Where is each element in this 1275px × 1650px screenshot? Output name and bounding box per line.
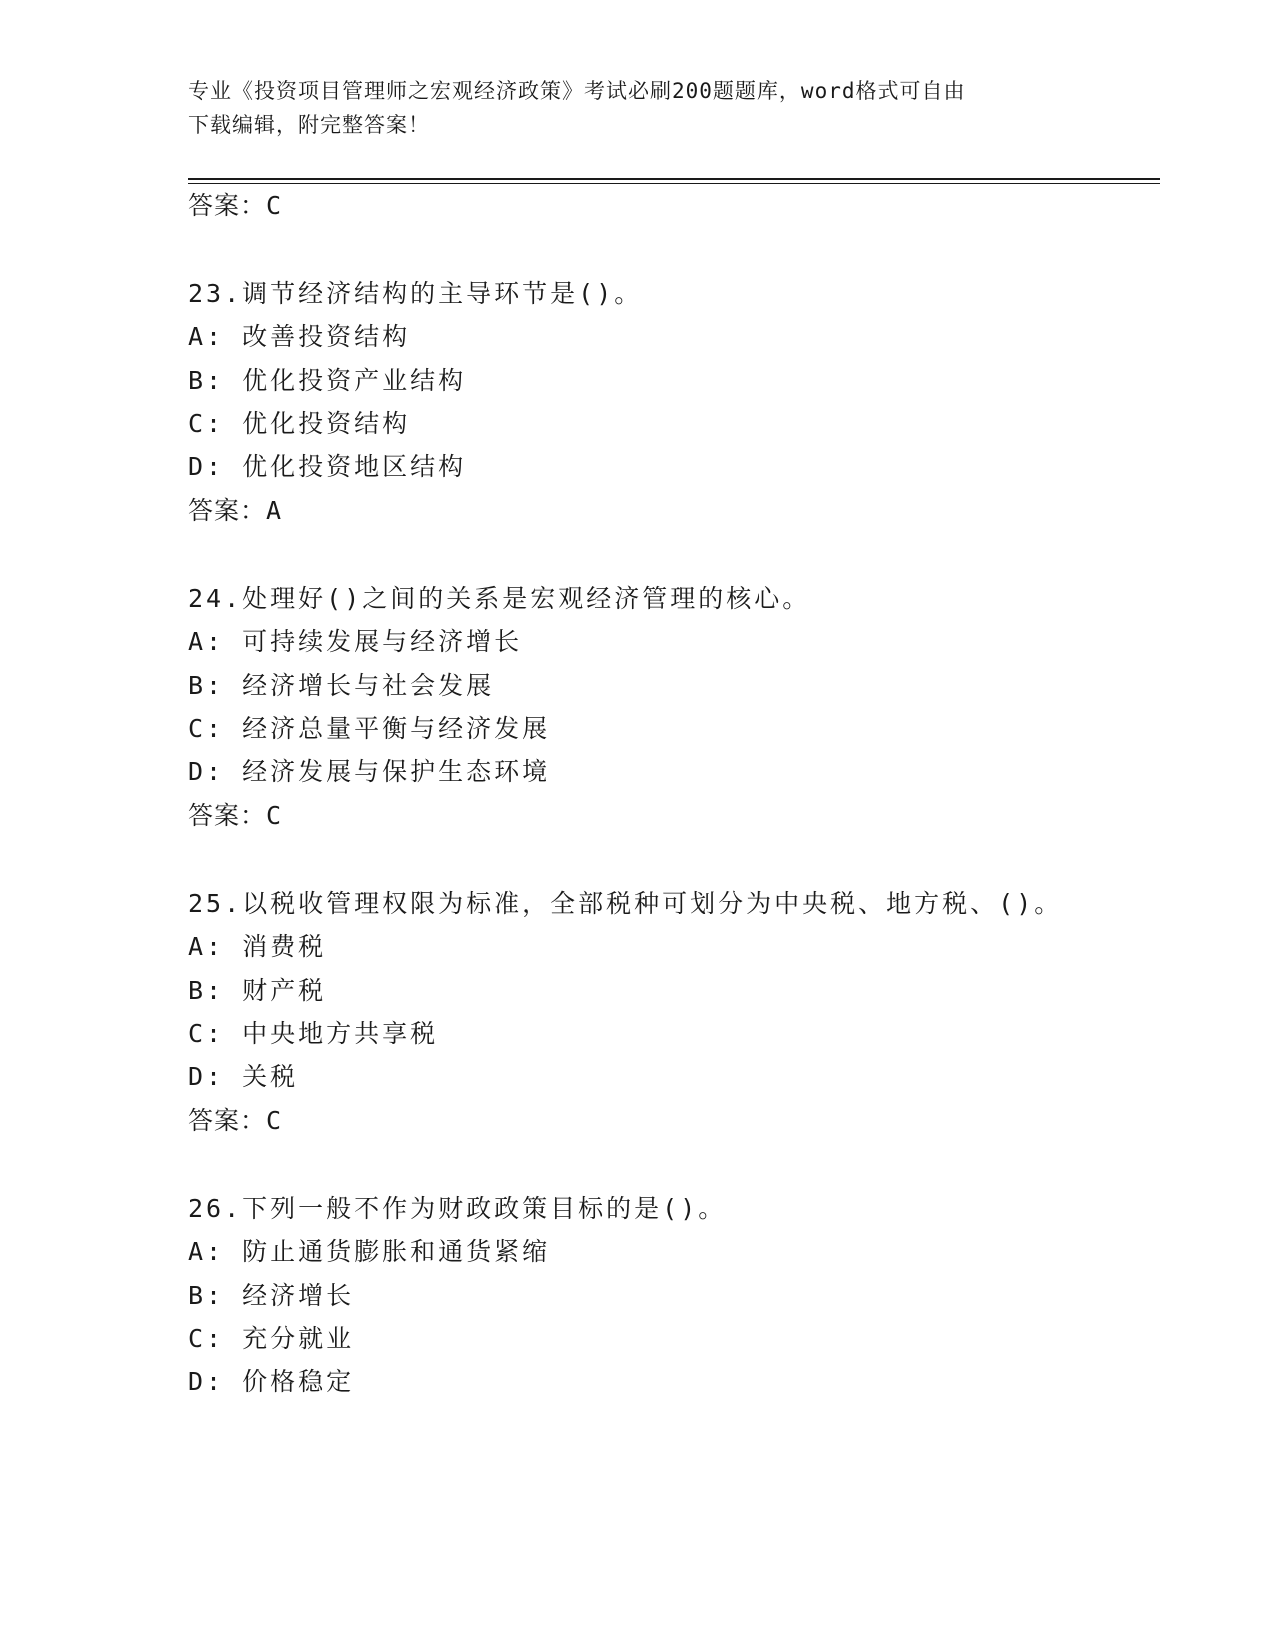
question-option: A: 改善投资结构 xyxy=(188,322,411,351)
header-line-2: 下载编辑，附完整答案！ xyxy=(188,113,430,137)
answer-line xyxy=(188,1105,282,1137)
header-line-1: 专业《投资项目管理师之宏观经济政策》考试必刷200题题库，word格式可自由 xyxy=(188,79,966,103)
question-stem: 26.下列一般不作为财政政策目标的是()。 xyxy=(188,1194,727,1223)
question-option: B: 优化投资产业结构 xyxy=(188,366,467,395)
answer-label: 答案： xyxy=(188,191,267,220)
question-option: C: 经济总量平衡与经济发展 xyxy=(188,714,551,743)
answer-value: C xyxy=(266,191,283,220)
answer-label: 答案： xyxy=(188,1106,267,1135)
question-option: C: 优化投资结构 xyxy=(188,409,411,438)
question-stem: 23.调节经济结构的主导环节是()。 xyxy=(188,279,643,308)
header-rule-thin xyxy=(188,183,1160,184)
question-option: C: 充分就业 xyxy=(188,1324,355,1353)
answer-line xyxy=(188,800,282,832)
answer-value: C xyxy=(266,1106,283,1135)
answer-line xyxy=(188,495,282,527)
answer-value: A xyxy=(266,496,283,525)
answer-label: 答案： xyxy=(188,496,267,525)
question-option: D: 优化投资地区结构 xyxy=(188,452,467,481)
document-header xyxy=(188,74,1088,142)
header-rule-thick xyxy=(188,178,1160,180)
answer-label: 答案： xyxy=(188,801,267,830)
question-option: B: 经济增长 xyxy=(188,1281,355,1310)
question-option: A: 消费税 xyxy=(188,932,327,961)
question-option: D: 经济发展与保护生态环境 xyxy=(188,757,551,786)
question-option: B: 经济增长与社会发展 xyxy=(188,671,495,700)
question-option: A: 可持续发展与经济增长 xyxy=(188,627,523,656)
question-stem: 24.处理好()之间的关系是宏观经济管理的核心。 xyxy=(188,584,811,613)
question-option: D: 关税 xyxy=(188,1062,299,1091)
question-stem: 25.以税收管理权限为标准，全部税种可划分为中央税、地方税、()。 xyxy=(188,889,1063,918)
answer-line xyxy=(188,190,282,222)
answer-value: C xyxy=(266,801,283,830)
question-option: A: 防止通货膨胀和通货紧缩 xyxy=(188,1237,551,1266)
question-option: B: 财产税 xyxy=(188,976,327,1005)
question-option: D: 价格稳定 xyxy=(188,1367,355,1396)
question-option: C: 中央地方共享税 xyxy=(188,1019,439,1048)
